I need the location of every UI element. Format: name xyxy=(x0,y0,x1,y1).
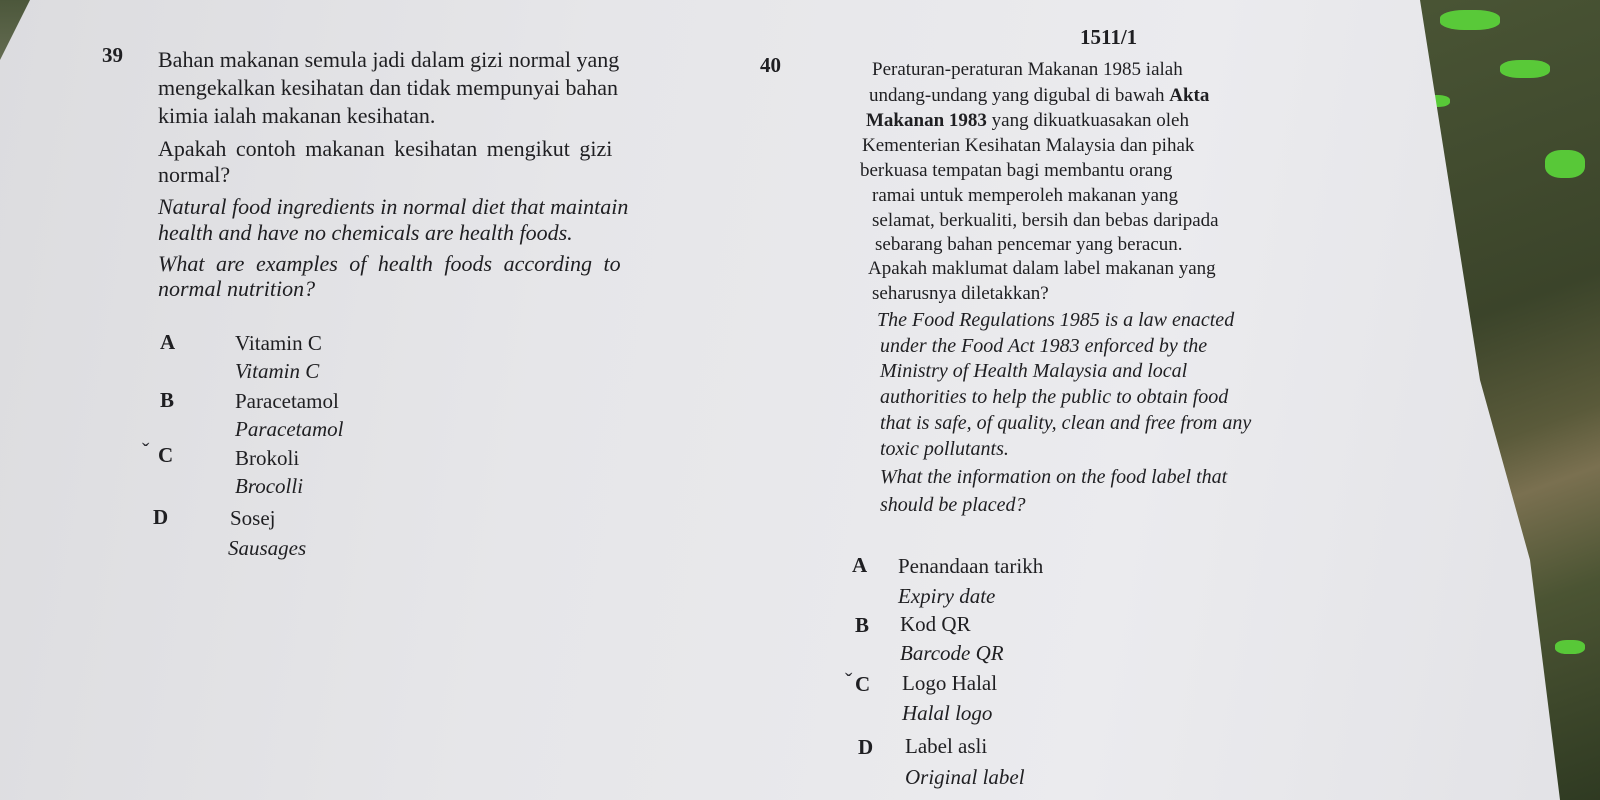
q40-text-en-line: under the Food Act 1983 enforced by the xyxy=(880,335,1208,357)
option-letter: A xyxy=(160,330,176,354)
option-text-ms: Logo Halal xyxy=(902,671,998,695)
option-text-en: Paracetamol xyxy=(235,417,344,441)
option-text-en: Expiry date xyxy=(898,584,996,608)
handwritten-tick-mark: ˇ xyxy=(142,438,150,463)
handwritten-tick-mark: ˇ xyxy=(845,668,853,693)
green-paint-mark xyxy=(1440,10,1500,30)
q40-text-en-line: The Food Regulations 1985 is a law enacted xyxy=(877,309,1235,331)
option-letter: D xyxy=(858,735,874,759)
question-40-number: 40 xyxy=(760,53,781,77)
green-paint-mark xyxy=(1555,640,1585,654)
q40-text-en-line: toxic pollutants. xyxy=(880,438,1009,460)
q39-question-ms: Apakah contoh makanan kesihatan mengikut gizi xyxy=(158,136,613,161)
option-text-en: Brocolli xyxy=(235,474,304,498)
option-text-en: Barcode QR xyxy=(900,641,1004,665)
q40-question-en: should be placed? xyxy=(880,494,1026,516)
q40-text-ms-line: ramai untuk memperoleh makanan yang xyxy=(872,185,1179,206)
q40-text-ms-bold: Akta xyxy=(1169,85,1210,106)
option-text-en: Vitamin C xyxy=(235,359,320,383)
q40-text-ms-line: Peraturan-peraturan Makanan 1985 ialah xyxy=(872,59,1183,80)
option-letter: B xyxy=(160,388,175,412)
q40-text-ms-line: sebarang bahan pencemar yang beracun. xyxy=(875,234,1183,255)
q40-text-ms-bold: Makanan 1983 xyxy=(866,110,987,131)
q39-text-ms-line: kimia ialah makanan kesihatan. xyxy=(158,103,436,128)
q40-question-ms: seharusnya diletakkan? xyxy=(872,283,1049,304)
question-39-number: 39 xyxy=(102,43,123,67)
option-text-ms: Kod QR xyxy=(900,612,971,636)
q40-text-en-line: authorities to help the public to obtain food xyxy=(880,386,1229,408)
option-text-ms: Vitamin C xyxy=(235,331,322,355)
q40-text-en-line: that is safe, of quality, clean and free from any xyxy=(880,412,1252,434)
q39-question-en: normal nutrition? xyxy=(158,276,316,301)
q40-text-ms-line: Kementerian Kesihatan Malaysia dan pihak xyxy=(862,135,1195,156)
green-paint-mark xyxy=(1500,60,1550,78)
q39-text-en-line: Natural food ingredients in normal diet that maintain xyxy=(158,194,629,219)
option-letter: B xyxy=(855,613,870,637)
q40-text-ms-line: berkuasa tempatan bagi membantu orang xyxy=(860,160,1173,181)
option-text-ms: Penandaan tarikh xyxy=(898,554,1044,578)
option-letter: D xyxy=(153,505,169,529)
option-letter: C xyxy=(158,443,174,467)
q40-text-ms-line: selamat, berkualiti, bersih dan bebas daripada xyxy=(872,210,1219,231)
q39-text-ms-line: mengekalkan kesihatan dan tidak mempunyai bahan xyxy=(158,75,619,100)
q39-question-ms: normal? xyxy=(158,162,231,187)
option-text-en: Sausages xyxy=(228,536,307,560)
option-text-en: Original label xyxy=(905,765,1025,789)
option-text-ms: Sosej xyxy=(230,506,276,530)
q39-question-en: What are examples of health foods according to xyxy=(158,251,621,276)
option-text-ms: Paracetamol xyxy=(235,389,339,413)
q40-text-ms-line xyxy=(869,83,1209,109)
q40-question-ms: Apakah maklumat dalam label makanan yang xyxy=(868,258,1216,279)
option-letter: A xyxy=(852,553,868,577)
q40-question-en: What the information on the food label that xyxy=(880,466,1228,488)
q40-text-ms-part: undang-undang yang digubal di bawah xyxy=(869,85,1165,106)
q40-text-ms-part: yang dikuatkuasakan oleh xyxy=(991,110,1189,131)
q40-text-en-line: Ministry of Health Malaysia and local xyxy=(880,360,1188,382)
option-text-ms: Brokoli xyxy=(235,446,300,470)
q40-text-ms-line xyxy=(866,108,1189,134)
option-letter: C xyxy=(855,672,871,696)
option-text-ms: Label asli xyxy=(905,734,988,758)
option-text-en: Halal logo xyxy=(902,701,993,725)
green-paint-mark xyxy=(1545,150,1585,178)
page-code: 1511/1 xyxy=(1080,25,1138,49)
q39-text-ms-line: Bahan makanan semula jadi dalam gizi normal yang xyxy=(158,47,620,72)
q39-text-en-line: health and have no chemicals are health foods. xyxy=(158,220,573,245)
